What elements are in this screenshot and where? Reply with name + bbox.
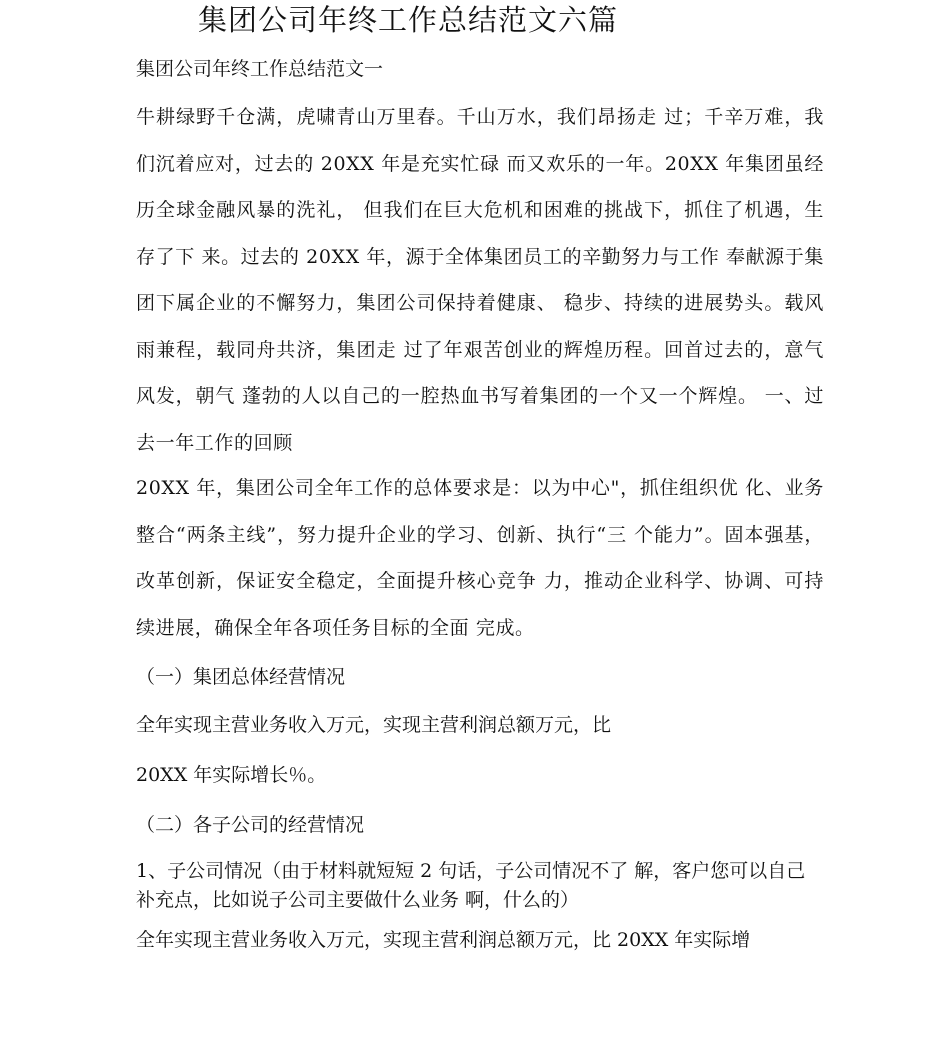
document-title: 集团公司年终工作总结范文六篇 — [198, 3, 619, 37]
group-operation-heading: （一）集团总体经营情况 — [136, 666, 346, 688]
subsidiaries-heading: （二）各子公司的经营情况 — [136, 814, 365, 836]
group-revenue-line: 全年实现主营业务收入万元，实现主营利润总额万元，比 — [136, 714, 612, 736]
intro-paragraph: 牛耕绿野千仓满，虎啸青山万里春。千山万水，我们昂扬走 过；千辛万难，我们沉着应对，过去的 20XX 年是充实忙碌 而又欢乐的一年。20XX 年集团虽经历全球金融风暴的洗礼， 但我们在巨大危机和困难的挑战下，抓住了机遇，生存了下 来。过去的 20XX 年，源于全体集团员工的辛勤努力与工作 奉献源于集团下属企业的不懈努力，集团公司保持着健康、 稳步、持续的进展势头。载风雨兼程，载同舟共济，集团走 过了年艰苦创业的辉煌历程。回首过去的，意气风发，朝气 蓬勃的人以自己的一腔热血书写着集团的一个又一个辉煌。 一、过去一年工作的回顾 — [136, 106, 824, 454]
subsidiary-note-paragraph: 1、子公司情况（由于材料就短短 2 句话，子公司情况不了 解，客户您可以自己补充点，比如说子公司主要做什么业务 啊，什么的） — [136, 860, 806, 911]
document-subtitle: 集团公司年终工作总结范文一 — [136, 58, 384, 80]
group-growth-line: 20XX 年实际增长％。 — [136, 764, 327, 786]
requirements-paragraph: 20XX 年，集团公司全年工作的总体要求是：以为中心"，抓住组织优 化、业务整合“两条主线”，努力提升企业的学习、创新、执行“三 个能力”。固本强基，改革创新，保证安全稳定，全面提升核心竞争 力，推动企业科学、协调、可持续进展，确保全年各项任务目标的全面 完成。 — [136, 477, 824, 639]
subsidiary-revenue-line: 全年实现主营业务收入万元，实现主营利润总额万元，比 20XX 年实际增 — [136, 929, 751, 951]
